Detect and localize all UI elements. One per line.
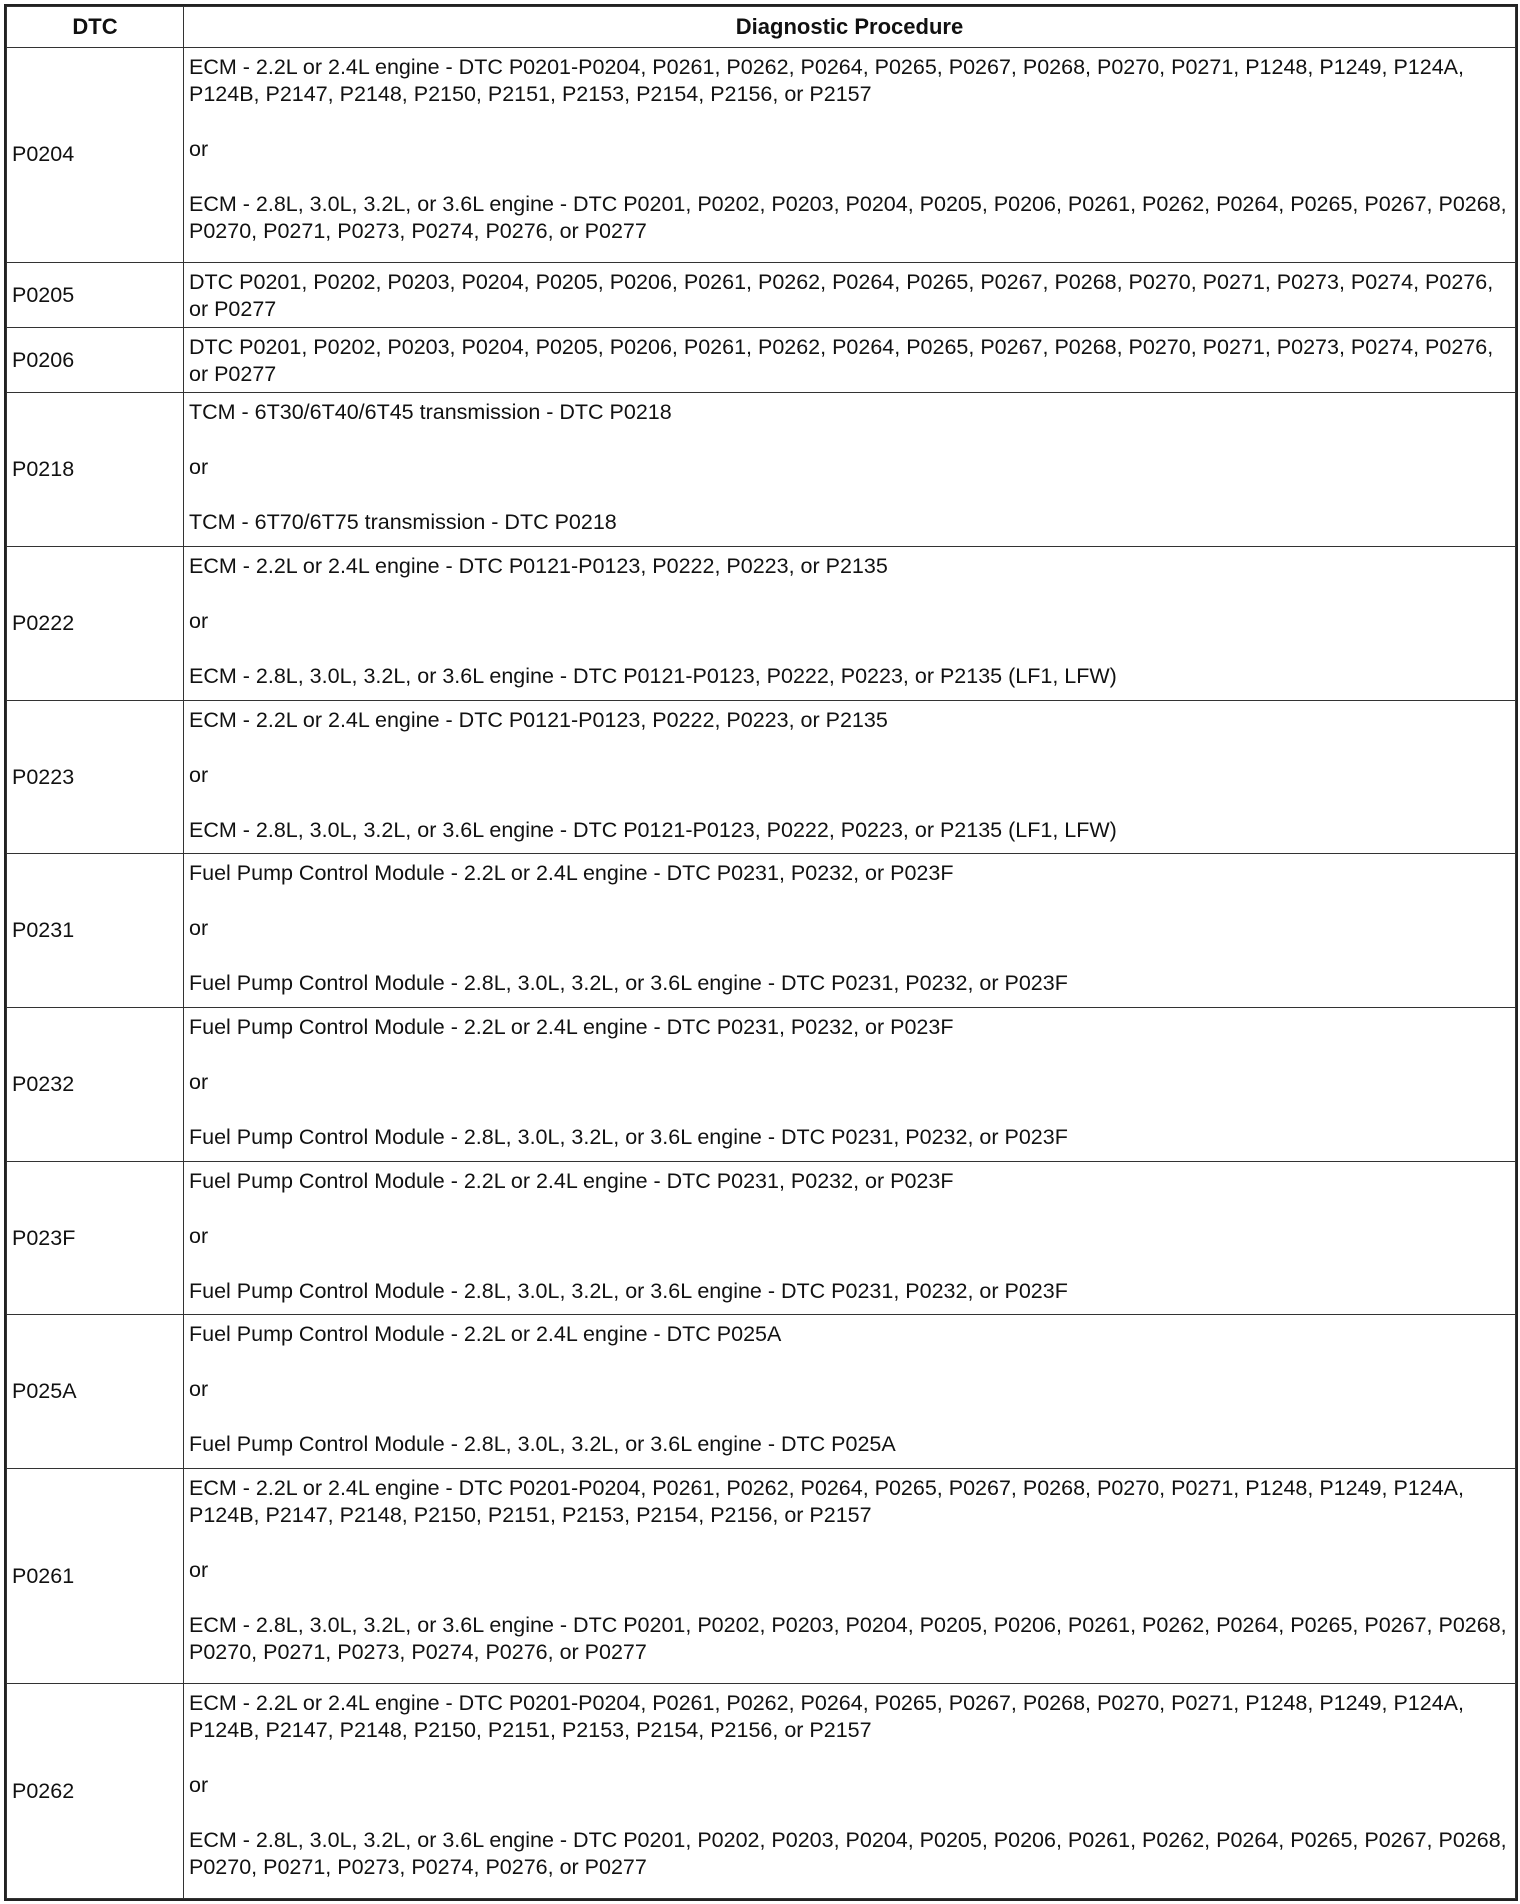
procedure-or-separator: or	[189, 762, 209, 787]
dtc-code-cell: P0205	[7, 262, 184, 327]
table-row	[7, 1469, 1516, 1684]
procedure-line: Fuel Pump Control Module - 2.8L, 3.0L, 3.2L, or 3.6L engine - DTC P0231, P0232, or P023F	[189, 971, 1068, 996]
diagnostic-procedure-cell	[184, 854, 1516, 1008]
table-row	[7, 262, 1516, 327]
procedure-or-separator: or	[189, 455, 209, 480]
table-row	[7, 328, 1516, 393]
diagnostic-procedure-cell	[184, 1469, 1516, 1684]
procedure-line: ECM - 2.8L, 3.0L, 3.2L, or 3.6L engine - DTC P0121-P0123, P0222, P0223, or P2135 (LF1, LFW)	[189, 817, 1117, 842]
procedure-line: ECM - 2.8L, 3.0L, 3.2L, or 3.6L engine - DTC P0121-P0123, P0222, P0223, or P2135 (LF1, LFW)	[189, 664, 1117, 689]
diagnostic-procedure-cell	[184, 262, 1516, 327]
diagnostic-procedure-cell	[184, 547, 1516, 701]
dtc-code-cell: P0218	[7, 393, 184, 547]
dtc-code-cell: P0262	[7, 1684, 184, 1899]
dtc-code-cell: P0204	[7, 48, 184, 263]
table-row	[7, 1161, 1516, 1315]
table-body	[7, 48, 1516, 1899]
diagnostic-procedure-cell	[184, 1008, 1516, 1162]
procedure-or-separator: or	[189, 1558, 209, 1583]
table-row	[7, 700, 1516, 854]
diagnostic-procedure-cell	[184, 1315, 1516, 1469]
dtc-table	[6, 6, 1516, 1899]
diagnostic-procedure-cell	[184, 393, 1516, 547]
procedure-line: Fuel Pump Control Module - 2.8L, 3.0L, 3.2L, or 3.6L engine - DTC P025A	[189, 1432, 896, 1457]
procedure-or-separator: or	[189, 1223, 209, 1248]
dtc-code-cell: P0206	[7, 328, 184, 393]
dtc-code-cell: P025A	[7, 1315, 184, 1469]
table-header	[7, 7, 1516, 48]
procedure-line: ECM - 2.2L or 2.4L engine - DTC P0121-P0123, P0222, P0223, or P2135	[189, 554, 888, 579]
table-row	[7, 547, 1516, 701]
procedure-line: ECM - 2.2L or 2.4L engine - DTC P0201-P0204, P0261, P0262, P0264, P0265, P0267, P0268, P0270, P0271, P1248, P1249, P124A, P124B, P2147, P2148, P2150, P2151, P2153, P2154, P2156, or P2157	[189, 1691, 1464, 1742]
table-row	[7, 393, 1516, 547]
procedure-line: Fuel Pump Control Module - 2.2L or 2.4L engine - DTC P025A	[189, 1322, 782, 1347]
dtc-code-cell: P0222	[7, 547, 184, 701]
diagnostic-procedure-cell	[184, 1161, 1516, 1315]
procedure-line: ECM - 2.2L or 2.4L engine - DTC P0121-P0123, P0222, P0223, or P2135	[189, 707, 888, 732]
header-dtc: DTC	[7, 7, 184, 48]
dtc-code-cell: P0261	[7, 1469, 184, 1684]
diagnostic-procedure-cell	[184, 1684, 1516, 1899]
diagnostic-procedure-cell	[184, 328, 1516, 393]
procedure-line: TCM - 6T30/6T40/6T45 transmission - DTC P0218	[189, 400, 672, 425]
header-row	[7, 7, 1516, 48]
dtc-code-cell: P0231	[7, 854, 184, 1008]
table-row	[7, 48, 1516, 263]
procedure-line: Fuel Pump Control Module - 2.2L or 2.4L engine - DTC P0231, P0232, or P023F	[189, 1015, 954, 1040]
procedure-or-separator: or	[189, 1773, 209, 1797]
dtc-code-cell: P0232	[7, 1008, 184, 1162]
diagnostic-procedure-cell	[184, 700, 1516, 854]
procedure-line: Fuel Pump Control Module - 2.8L, 3.0L, 3.2L, or 3.6L engine - DTC P0231, P0232, or P023F	[189, 1278, 1068, 1303]
table-row	[7, 854, 1516, 1008]
procedure-or-separator: or	[189, 137, 209, 161]
procedure-line: ECM - 2.2L or 2.4L engine - DTC P0201-P0204, P0261, P0262, P0264, P0265, P0267, P0268, P0270, P0271, P1248, P1249, P124A, P124B, P2147, P2148, P2150, P2151, P2153, P2154, P2156, or P2157	[189, 55, 1464, 106]
table-row	[7, 1315, 1516, 1469]
procedure-or-separator: or	[189, 916, 209, 941]
header-diagnostic-procedure: Diagnostic Procedure	[184, 7, 1516, 48]
procedure-line: TCM - 6T70/6T75 transmission - DTC P0218	[189, 510, 617, 535]
procedure-line: Fuel Pump Control Module - 2.2L or 2.4L engine - DTC P0231, P0232, or P023F	[189, 1168, 954, 1193]
procedure-line: ECM - 2.8L, 3.0L, 3.2L, or 3.6L engine - DTC P0201, P0202, P0203, P0204, P0205, P0206, P0261, P0262, P0264, P0265, P0267, P0268, P0270, P0271, P0273, P0274, P0276, or P0277	[189, 192, 1507, 243]
procedure-line: DTC P0201, P0202, P0203, P0204, P0205, P0206, P0261, P0262, P0264, P0265, P0267, P0268, P0270, P0271, P0273, P0274, P0276, or P0277	[189, 335, 1494, 387]
table-row	[7, 1008, 1516, 1162]
procedure-line: Fuel Pump Control Module - 2.8L, 3.0L, 3.2L, or 3.6L engine - DTC P0231, P0232, or P023F	[189, 1125, 1068, 1150]
procedure-or-separator: or	[189, 1377, 209, 1402]
procedure-line: ECM - 2.8L, 3.0L, 3.2L, or 3.6L engine - DTC P0201, P0202, P0203, P0204, P0205, P0206, P0261, P0262, P0264, P0265, P0267, P0268, P0270, P0271, P0273, P0274, P0276, or P0277	[189, 1828, 1507, 1879]
procedure-or-separator: or	[189, 609, 209, 634]
table-row	[7, 1684, 1516, 1899]
procedure-line: ECM - 2.8L, 3.0L, 3.2L, or 3.6L engine - DTC P0201, P0202, P0203, P0204, P0205, P0206, P0261, P0262, P0264, P0265, P0267, P0268, P0270, P0271, P0273, P0274, P0276, or P0277	[189, 1613, 1507, 1665]
procedure-or-separator: or	[189, 1070, 209, 1095]
diagnostic-procedure-cell	[184, 48, 1516, 263]
procedure-line: ECM - 2.2L or 2.4L engine - DTC P0201-P0204, P0261, P0262, P0264, P0265, P0267, P0268, P0270, P0271, P1248, P1249, P124A, P124B, P2147, P2148, P2150, P2151, P2153, P2154, P2156, or P2157	[189, 1476, 1464, 1528]
procedure-line: DTC P0201, P0202, P0203, P0204, P0205, P0206, P0261, P0262, P0264, P0265, P0267, P0268, P0270, P0271, P0273, P0274, P0276, or P0277	[189, 269, 1494, 321]
dtc-code-cell: P023F	[7, 1161, 184, 1315]
procedure-line: Fuel Pump Control Module - 2.2L or 2.4L engine - DTC P0231, P0232, or P023F	[189, 861, 954, 886]
dtc-code-cell: P0223	[7, 700, 184, 854]
